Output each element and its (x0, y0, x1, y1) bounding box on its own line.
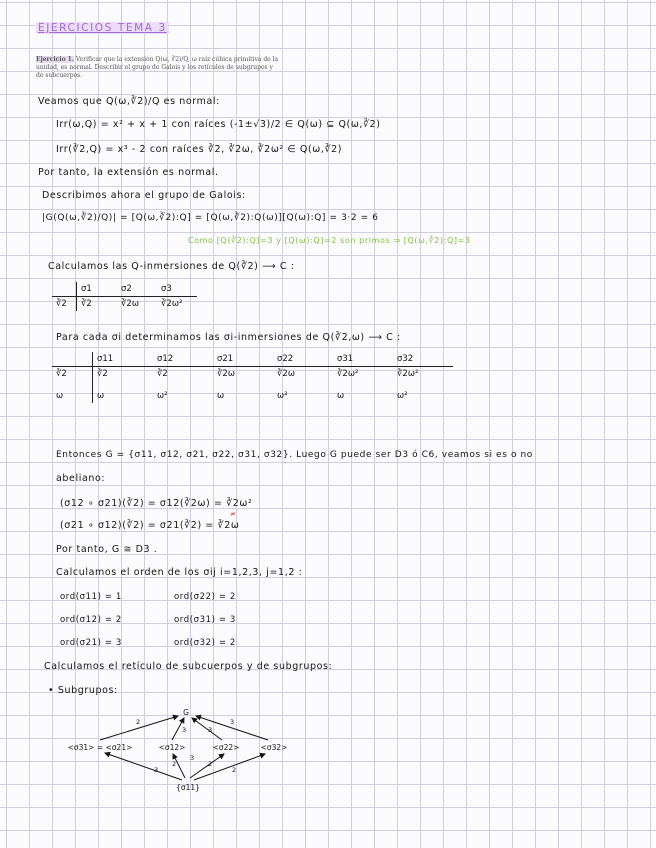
line-conclusion-normal: Por tanto, la extensión es normal. (38, 167, 219, 178)
table-cell: σ1 (77, 282, 118, 297)
line-sigma-embeddings: Para cada σi determinamos las σi-inmersiones de Q(∛2,ω) ⟶ C : (56, 332, 401, 343)
exercise-statement (36, 56, 281, 80)
line-irr-cuberoot: Irr(∛2,Q) = x³ - 2 con raíces ∛2, ∛2ω, ∛2ω² ∈ Q(ω,∛2) (56, 144, 343, 155)
edge-label: 3 (230, 718, 235, 726)
table-cell: ∛2ω (217, 369, 235, 379)
table-cell: σ32 (393, 352, 453, 367)
line-subgroups-heading: • Subgrupos: (48, 685, 118, 696)
edge-label: 3 (208, 726, 213, 734)
lattice-edge (194, 754, 265, 780)
table-cell: ω (52, 381, 93, 403)
table-row (52, 367, 453, 382)
table-cell: ω (337, 391, 345, 401)
edge-label: 3 (182, 726, 187, 734)
subgroup-lattice-diagram (60, 700, 320, 800)
lattice-node: <σ31> = <σ21> (67, 743, 133, 752)
table-cell (52, 352, 93, 367)
table-cell: ∛2 (157, 369, 168, 379)
table-cell: ω² (397, 391, 408, 401)
line-abelian: abeliano: (56, 473, 106, 484)
lattice-edge (192, 718, 222, 740)
table-cell: σ22 (273, 352, 333, 367)
line-degree-note: Como [Q(∛2):Q]=3 y [Q(ω):Q]=2 son primos ⇒ [Q(ω,∛2):Q]=3 (188, 236, 471, 245)
order-item: ord(σ12) = 2 (60, 615, 122, 625)
line-irr-omega: Irr(ω,Q) = x² + x + 1 con raíces (-1±√3)/2 ∈ Q(ω) ⊆ Q(ω,∛2) (56, 119, 381, 130)
line-composition-1: (σ12 ∘ σ21)(∛2) = σ12(∛2ω) = ∛2ω² (60, 498, 253, 509)
order-item: ord(σ32) = 2 (174, 638, 236, 648)
lattice-edge (190, 754, 224, 778)
lattice-node: <σ22> (212, 743, 240, 752)
exercise-text: Verificar que la extensión Q(ω, ∛2)/Q, ω raíz cúbica primitiva de la unidad, es normal. Describir el grupo de Galois y los retículos de subgrupos y de subcuerpos. (36, 56, 279, 79)
table-cell: σ12 (153, 352, 213, 367)
table-cell (52, 282, 77, 297)
order-item: ord(σ11) = 1 (60, 592, 122, 602)
table-cell: ∛2ω² (161, 299, 183, 309)
line-galois-order: |G(Q(ω,∛2)/Q)| = [Q(ω,∛2):Q] = [Q(ω,∛2):Q(ω)][Q(ω):Q] = 3·2 = 6 (42, 213, 379, 223)
table-cell: ∛2 (52, 297, 77, 312)
line-composition-2: (σ21 ∘ σ12)(∛2) = σ21(∛2) = ∛2ω (60, 520, 240, 531)
table-cell: ∛2 (81, 299, 92, 309)
table-row (52, 297, 197, 312)
line-lattice-intro: Calculamos el retículo de subcuerpos y de subgrupos: (44, 661, 333, 672)
lattice-node-top: G (183, 708, 189, 717)
table-cell: σ31 (333, 352, 393, 367)
embeddings-table (52, 282, 197, 311)
table-cell: ∛2 (52, 367, 93, 382)
extensions-table (52, 352, 453, 403)
table-cell: ∛2ω (121, 299, 139, 309)
table-cell: ∛2ω² (337, 369, 359, 379)
table-cell: ω (97, 391, 105, 401)
table-cell: ∛2ω² (397, 369, 419, 379)
table-cell: ω² (277, 391, 288, 401)
edge-label: 2 (136, 718, 141, 726)
table-cell: σ21 (213, 352, 273, 367)
table-row (52, 282, 197, 297)
line-orders-intro: Calculamos el orden de los σij i=1,2,3, j=1,2 : (56, 567, 303, 578)
edge-label: 2 (232, 766, 237, 774)
table-cell: ∛2 (97, 369, 108, 379)
table-row (52, 381, 453, 403)
table-cell: ω² (157, 391, 168, 401)
lattice-node: <σ12> (158, 743, 186, 752)
exercise-label: Ejercicio 1. (36, 56, 74, 63)
table-cell: σ11 (93, 352, 154, 367)
table-cell: ∛2ω (277, 369, 295, 379)
edge-label: 3 (154, 766, 159, 774)
table-row (52, 352, 453, 367)
line-isomorphism: Por tanto, G ≅ D3 . (56, 544, 158, 555)
order-item: ord(σ21) = 3 (60, 638, 122, 648)
not-equal-mark: ≠ (230, 510, 237, 518)
order-item: ord(σ22) = 2 (174, 592, 236, 602)
line-q-embeddings: Calculamos las Q-inmersiones de Q(∛2) ⟶ C : (48, 261, 295, 272)
edge-label: 3 (190, 754, 195, 762)
table-cell: σ2 (117, 282, 157, 297)
lattice-node: <σ32> (260, 743, 288, 752)
table-cell: σ3 (157, 282, 197, 297)
line-group-elements: Entonces G = {σ11, σ12, σ21, σ22, σ31, σ32}. Luego G puede ser D3 ó C6, veamos si es o no (56, 450, 533, 460)
line-galois-intro: Describimos ahora el grupo de Galois: (42, 190, 246, 201)
order-item: ord(σ31) = 3 (174, 615, 236, 625)
page-title: EJERCICIOS TEMA 3 (38, 22, 167, 34)
lattice-node-bottom: {σ11} (176, 783, 200, 792)
edge-label: 2 (208, 760, 213, 768)
edge-label: 2 (172, 760, 177, 768)
table-cell: ω (217, 391, 225, 401)
lattice-edge (105, 753, 182, 780)
line-normal-claim: Veamos que Q(ω,∛2)/Q es normal: (38, 96, 220, 107)
